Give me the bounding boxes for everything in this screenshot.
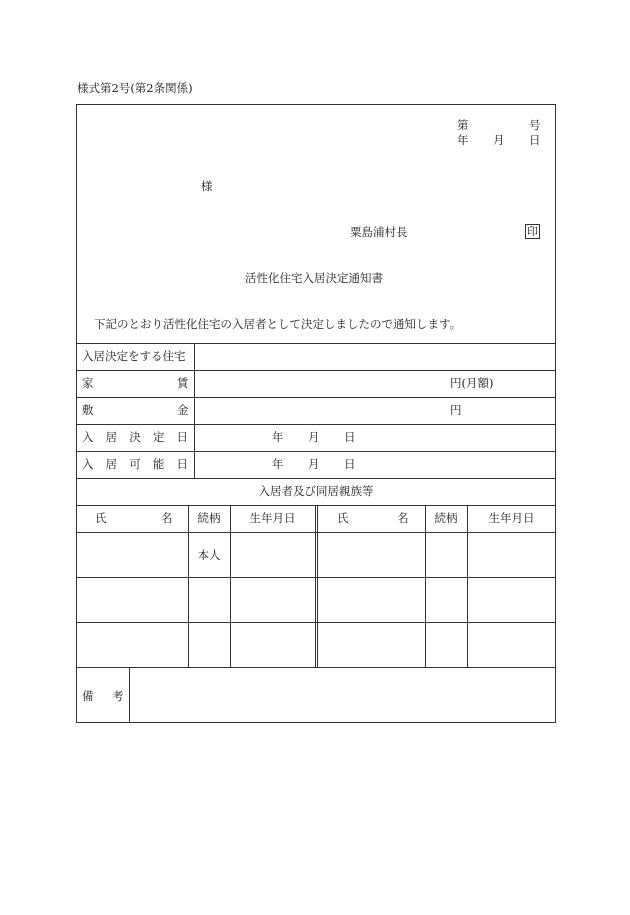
form-number-title: 様式第2号(第2条関係) [77, 81, 193, 95]
notice-body-text: 下記のとおり活性化住宅の入居者として決定しましたので通知します。 [94, 317, 462, 331]
col-relation-2: 続柄 [434, 511, 458, 525]
rule-row-2 [76, 397, 556, 398]
label-char: 入 [82, 430, 94, 444]
date-year: 年 [457, 133, 469, 147]
label-char: 日 [176, 430, 188, 444]
col-name-right: 名 [161, 511, 173, 525]
label-char: 入 [82, 457, 94, 471]
rule-body-end [76, 343, 556, 344]
family-section-title: 入居者及び同居親族等 [258, 484, 374, 498]
rule-family-col-2 [230, 505, 231, 667]
col-birthdate: 生年月日 [249, 511, 296, 525]
label-char: 居 [105, 457, 118, 471]
rent-label-right: 賃 [177, 376, 189, 390]
col-name-left-2: 氏 [337, 511, 349, 525]
decision-day: 日 [344, 430, 356, 444]
col-name-right-2: 名 [397, 511, 409, 525]
deposit-label-left: 敷 [82, 403, 94, 417]
addressee-honorific: 様 [201, 179, 213, 193]
date-month: 月 [493, 133, 505, 147]
decision-year: 年 [272, 430, 284, 444]
rule-family-col-4 [425, 505, 426, 667]
available-day: 日 [344, 457, 356, 471]
issuer-name: 粟島浦村長 [350, 225, 408, 239]
rent-label-left: 家 [82, 376, 94, 390]
rule-row-4 [76, 451, 556, 452]
rule-label-column [194, 343, 195, 478]
available-month: 月 [308, 457, 320, 471]
date-day: 日 [529, 133, 541, 147]
available-year: 年 [272, 457, 284, 471]
deposit-unit: 円 [450, 403, 462, 417]
rule-family-col-5 [467, 505, 468, 667]
number-suffix: 号 [529, 118, 541, 132]
relation-self: 本人 [197, 548, 221, 562]
label-char: 可 [129, 457, 141, 471]
rule-remarks-column [129, 667, 130, 723]
decision-date-label [82, 430, 188, 444]
deposit-label-right: 金 [177, 403, 189, 417]
remarks-label-left: 備 [82, 689, 94, 703]
label-char: 能 [152, 457, 165, 471]
rule-row-1 [76, 370, 556, 371]
house-label: 入居決定をする住宅 [82, 349, 186, 363]
col-name-left: 氏 [95, 511, 107, 525]
label-char: 日 [176, 457, 188, 471]
rule-row-3 [76, 424, 556, 425]
rule-family-divider [315, 505, 318, 667]
rule-row-5 [76, 478, 556, 479]
label-char: 定 [152, 430, 165, 444]
rule-family-col-1 [188, 505, 189, 667]
seal-mark: 印 [527, 225, 538, 238]
label-char: 居 [105, 430, 118, 444]
col-birthdate-2: 生年月日 [488, 511, 535, 525]
number-prefix: 第 [457, 118, 469, 132]
rule-family-row-3 [76, 667, 556, 668]
remarks-label-right: 考 [112, 689, 124, 703]
rent-unit: 円(月額) [450, 376, 494, 390]
decision-month: 月 [308, 430, 320, 444]
document-title: 活性化住宅入居決定通知書 [245, 271, 383, 285]
label-char: 決 [129, 430, 141, 444]
available-date-label [82, 457, 188, 471]
col-relation: 続柄 [197, 511, 221, 525]
